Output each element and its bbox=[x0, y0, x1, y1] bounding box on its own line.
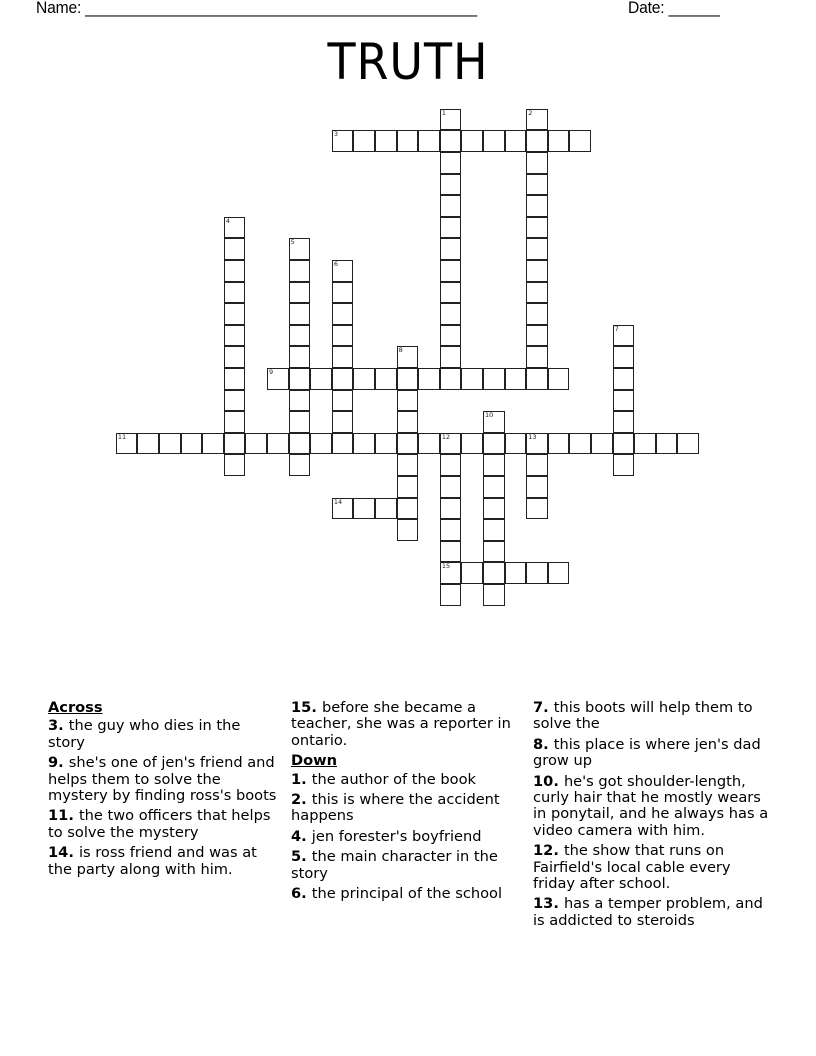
clue-number: 11 bbox=[48, 807, 69, 825]
grid-cell[interactable] bbox=[224, 390, 246, 412]
grid-cell[interactable] bbox=[224, 433, 246, 455]
grid-cell[interactable] bbox=[440, 368, 462, 390]
cell-number: 7 bbox=[614, 324, 619, 333]
clue-down-7: 7. this boots will help them to solve the bbox=[533, 699, 753, 733]
grid-cell[interactable] bbox=[418, 130, 440, 152]
clue-text: the show that runs on Fairfield's local cable every friday after school. bbox=[533, 842, 731, 893]
clue-down-6: 6. the principal of the school bbox=[291, 885, 502, 903]
grid-cell[interactable] bbox=[418, 433, 440, 455]
grid-cell[interactable] bbox=[353, 130, 375, 152]
grid-cell[interactable] bbox=[461, 368, 483, 390]
grid-cell[interactable] bbox=[224, 411, 246, 433]
clues-column-1 bbox=[48, 700, 280, 882]
grid-cell[interactable] bbox=[505, 562, 527, 584]
grid-cell[interactable] bbox=[526, 130, 548, 152]
down-heading: Down bbox=[291, 752, 338, 770]
cell-number: 9 bbox=[269, 368, 274, 377]
clue-across-3: 3. the guy who dies in the story bbox=[48, 717, 241, 751]
clue-down-8: 8. this place is where jen's dad grow up bbox=[533, 735, 761, 770]
puzzle-title: TRUTH bbox=[327, 33, 489, 91]
grid-cell[interactable] bbox=[332, 325, 354, 347]
grid-cell[interactable] bbox=[526, 325, 548, 347]
grid-cell[interactable] bbox=[440, 476, 462, 498]
grid-cell[interactable] bbox=[569, 433, 591, 455]
grid-cell[interactable] bbox=[526, 260, 548, 282]
grid-cell[interactable] bbox=[526, 109, 548, 131]
clue-number: 13 bbox=[533, 895, 554, 913]
grid-cell[interactable] bbox=[483, 454, 505, 476]
grid-cell[interactable] bbox=[224, 303, 246, 325]
grid-cell[interactable] bbox=[397, 433, 419, 455]
clue-across-15: 15. before she became a teacher, she was a reporter in ontario. bbox=[291, 699, 511, 749]
clue-number: 9 bbox=[48, 754, 59, 772]
grid-cell[interactable] bbox=[440, 584, 462, 606]
grid-cell[interactable] bbox=[483, 433, 505, 455]
clue-text: the two officers that helps to solve the mystery bbox=[48, 807, 271, 841]
grid-cell[interactable] bbox=[440, 519, 462, 541]
clue-down-13: 13. has a temper problem, and is addicted to steroids bbox=[533, 895, 763, 929]
grid-cell[interactable] bbox=[440, 346, 462, 368]
grid-cell[interactable] bbox=[440, 282, 462, 304]
grid-cell[interactable] bbox=[461, 433, 483, 455]
grid-cell[interactable] bbox=[289, 238, 311, 260]
grid-cell[interactable] bbox=[332, 411, 354, 433]
grid-cell[interactable] bbox=[353, 368, 375, 390]
clue-text: he's got shoulder-length, curly hair that he mostly wears in ponytail, and he always has a video camera with him. bbox=[533, 772, 769, 839]
grid-cell[interactable] bbox=[440, 562, 462, 584]
clue-number: 4 bbox=[291, 827, 302, 845]
grid-cell[interactable] bbox=[289, 303, 311, 325]
grid-cell[interactable] bbox=[181, 433, 203, 455]
grid-cell[interactable] bbox=[353, 433, 375, 455]
grid-cell[interactable] bbox=[613, 454, 635, 476]
grid-cell[interactable] bbox=[440, 195, 462, 217]
grid-cell[interactable] bbox=[159, 433, 181, 455]
grid-cell[interactable] bbox=[375, 130, 397, 152]
grid-cell[interactable] bbox=[440, 152, 462, 174]
grid-cell[interactable] bbox=[526, 562, 548, 584]
clues-column-2 bbox=[291, 700, 523, 906]
grid-cell[interactable] bbox=[224, 346, 246, 368]
clue-text: this place is where jen's dad grow up bbox=[533, 735, 761, 770]
clue-down-4: 4. jen forester's boyfriend bbox=[291, 827, 482, 845]
cell-number: 8 bbox=[398, 346, 403, 355]
grid-cell[interactable] bbox=[483, 368, 505, 390]
grid-cell[interactable] bbox=[526, 433, 548, 455]
clue-across-9: 9. she's one of jen's friend and helps them to solve the mystery by finding ross's boots bbox=[48, 754, 277, 805]
cell-number: 6 bbox=[333, 260, 338, 269]
grid-cell[interactable] bbox=[332, 368, 354, 390]
grid-cell[interactable] bbox=[526, 476, 548, 498]
name-field[interactable]: Name: ______________________________________________ bbox=[36, 0, 477, 17]
grid-cell[interactable] bbox=[332, 260, 354, 282]
grid-cell[interactable] bbox=[483, 411, 505, 433]
grid-cell[interactable] bbox=[289, 260, 311, 282]
grid-cell[interactable] bbox=[548, 368, 570, 390]
grid-cell[interactable] bbox=[224, 217, 246, 239]
cell-number: 15 bbox=[441, 562, 451, 571]
grid-cell[interactable] bbox=[289, 454, 311, 476]
grid-cell[interactable] bbox=[397, 346, 419, 368]
grid-cell[interactable] bbox=[569, 130, 591, 152]
clue-text: jen forester's boyfriend bbox=[311, 827, 482, 845]
grid-cell[interactable] bbox=[440, 109, 462, 131]
grid-cell[interactable] bbox=[613, 346, 635, 368]
grid-cell[interactable] bbox=[289, 368, 311, 390]
clue-text: has a temper problem, and is addicted to steroids bbox=[533, 895, 763, 929]
grid-cell[interactable] bbox=[440, 303, 462, 325]
grid-cell[interactable] bbox=[289, 433, 311, 455]
grid-cell[interactable] bbox=[332, 303, 354, 325]
grid-cell[interactable] bbox=[461, 562, 483, 584]
grid-cell[interactable] bbox=[289, 346, 311, 368]
grid-cell[interactable] bbox=[375, 498, 397, 520]
clue-text: she's one of jen's friend and helps them to solve the mystery by finding ross's boots bbox=[48, 754, 277, 805]
grid-cell[interactable] bbox=[526, 152, 548, 174]
grid-cell[interactable] bbox=[526, 174, 548, 196]
grid-cell[interactable] bbox=[310, 368, 332, 390]
clue-text: before she became a teacher, she was a reporter in ontario. bbox=[291, 699, 511, 749]
grid-cell[interactable] bbox=[397, 454, 419, 476]
grid-cell[interactable] bbox=[613, 411, 635, 433]
grid-cell[interactable] bbox=[613, 325, 635, 347]
grid-cell[interactable] bbox=[332, 390, 354, 412]
clue-number: 1 bbox=[291, 770, 302, 788]
across-heading: Across bbox=[48, 699, 103, 716]
grid-cell[interactable] bbox=[613, 368, 635, 390]
grid-cell[interactable] bbox=[656, 433, 678, 455]
grid-cell[interactable] bbox=[440, 174, 462, 196]
grid-cell[interactable] bbox=[224, 260, 246, 282]
grid-cell[interactable] bbox=[332, 346, 354, 368]
grid-cell[interactable] bbox=[375, 433, 397, 455]
clue-text: this boots will help them to solve the bbox=[533, 699, 753, 733]
grid-cell[interactable] bbox=[526, 346, 548, 368]
clue-number: 3 bbox=[48, 717, 59, 735]
grid-cell[interactable] bbox=[224, 238, 246, 260]
clue-text: this is where the accident happens bbox=[291, 791, 500, 825]
cell-number: 11 bbox=[117, 432, 127, 441]
clue-across-11: 11. the two officers that helps to solve the mystery bbox=[48, 807, 271, 841]
grid-cell[interactable] bbox=[613, 433, 635, 455]
date-field[interactable]: Date: ______ bbox=[628, 0, 720, 17]
clue-down-5: 5. the main character in the story bbox=[291, 848, 498, 882]
clues-column-3 bbox=[533, 700, 773, 933]
grid-cell[interactable] bbox=[137, 433, 159, 455]
grid-cell[interactable] bbox=[548, 130, 570, 152]
clue-text: the main character in the story bbox=[291, 848, 498, 882]
grid-cell[interactable] bbox=[289, 325, 311, 347]
grid-cell[interactable] bbox=[116, 433, 138, 455]
cell-number: 13 bbox=[528, 432, 537, 441]
grid-cell[interactable] bbox=[224, 454, 246, 476]
grid-cell[interactable] bbox=[397, 390, 419, 412]
grid-cell[interactable] bbox=[440, 260, 462, 282]
grid-cell[interactable] bbox=[418, 368, 440, 390]
grid-cell[interactable] bbox=[548, 562, 570, 584]
grid-cell[interactable] bbox=[245, 433, 267, 455]
grid-cell[interactable] bbox=[353, 498, 375, 520]
grid-cell[interactable] bbox=[397, 498, 419, 520]
grid-cell[interactable] bbox=[505, 130, 527, 152]
grid-cell[interactable] bbox=[289, 411, 311, 433]
grid-cell[interactable] bbox=[397, 519, 419, 541]
grid-cell[interactable] bbox=[526, 454, 548, 476]
grid-cell[interactable] bbox=[397, 411, 419, 433]
grid-cell[interactable] bbox=[483, 562, 505, 584]
grid-cell[interactable] bbox=[526, 303, 548, 325]
cell-number: 4 bbox=[225, 216, 230, 225]
cell-number: 5 bbox=[290, 238, 295, 247]
grid-cell[interactable] bbox=[440, 454, 462, 476]
grid-cell[interactable] bbox=[440, 541, 462, 563]
grid-cell[interactable] bbox=[224, 368, 246, 390]
grid-cell[interactable] bbox=[526, 217, 548, 239]
grid-cell[interactable] bbox=[310, 433, 332, 455]
clue-number: 12 bbox=[533, 842, 554, 860]
grid-cell[interactable] bbox=[224, 325, 246, 347]
clue-down-1: 1. the author of the book bbox=[291, 770, 476, 788]
clue-text: the guy who dies in the story bbox=[48, 717, 241, 751]
grid-cell[interactable] bbox=[483, 130, 505, 152]
grid-cell[interactable] bbox=[440, 498, 462, 520]
grid-cell[interactable] bbox=[332, 433, 354, 455]
grid-cell[interactable] bbox=[526, 368, 548, 390]
cell-number: 10 bbox=[485, 411, 494, 420]
grid-cell[interactable] bbox=[332, 130, 354, 152]
clue-number: 6 bbox=[291, 885, 302, 903]
grid-cell[interactable] bbox=[397, 476, 419, 498]
grid-cell[interactable] bbox=[526, 498, 548, 520]
clue-text: is ross friend and was at the party along with him. bbox=[48, 844, 257, 878]
clue-number: 7 bbox=[533, 699, 544, 716]
clue-number: 14 bbox=[48, 844, 69, 862]
grid-cell[interactable] bbox=[548, 433, 570, 455]
grid-cell[interactable] bbox=[440, 130, 462, 152]
grid-cell[interactable] bbox=[483, 476, 505, 498]
grid-cell[interactable] bbox=[613, 390, 635, 412]
clue-number: 2 bbox=[291, 791, 302, 809]
clue-across-14: 14. is ross friend and was at the party along with him. bbox=[48, 844, 257, 878]
grid-cell[interactable] bbox=[224, 282, 246, 304]
grid-cell[interactable] bbox=[591, 433, 613, 455]
grid-cell[interactable] bbox=[332, 498, 354, 520]
grid-cell[interactable] bbox=[677, 433, 699, 455]
grid-cell[interactable] bbox=[440, 325, 462, 347]
clue-number: 10 bbox=[533, 772, 554, 790]
clue-number: 15 bbox=[291, 699, 312, 716]
clue-number: 8 bbox=[533, 735, 544, 753]
clue-text: the principal of the school bbox=[311, 885, 502, 903]
grid-cell[interactable] bbox=[461, 130, 483, 152]
grid-cell[interactable] bbox=[505, 433, 527, 455]
clue-text: the author of the book bbox=[311, 770, 476, 788]
grid-cell[interactable] bbox=[375, 368, 397, 390]
grid-cell[interactable] bbox=[634, 433, 656, 455]
grid-cell[interactable] bbox=[440, 238, 462, 260]
grid-cell[interactable] bbox=[202, 433, 224, 455]
cell-number: 14 bbox=[333, 497, 343, 506]
cell-number: 1 bbox=[441, 108, 446, 117]
grid-cell[interactable] bbox=[332, 282, 354, 304]
cell-number: 12 bbox=[441, 432, 451, 441]
grid-cell[interactable] bbox=[440, 433, 462, 455]
grid-cell[interactable] bbox=[289, 390, 311, 412]
grid-cell[interactable] bbox=[505, 368, 527, 390]
clue-down-10: 10. he's got shoulder-length, curly hair that he mostly wears in ponytail, and he always has a video camera with him. bbox=[533, 772, 769, 839]
grid-cell[interactable] bbox=[267, 433, 289, 455]
grid-cell[interactable] bbox=[526, 238, 548, 260]
grid-cell[interactable] bbox=[483, 584, 505, 606]
cell-number: 2 bbox=[528, 108, 533, 117]
cell-number: 3 bbox=[333, 130, 338, 139]
grid-cell[interactable] bbox=[267, 368, 289, 390]
grid-cell[interactable] bbox=[289, 282, 311, 304]
clue-number: 5 bbox=[291, 848, 302, 866]
grid-cell[interactable] bbox=[526, 195, 548, 217]
grid-cell[interactable] bbox=[483, 498, 505, 520]
grid-cell[interactable] bbox=[483, 519, 505, 541]
grid-cell[interactable] bbox=[526, 282, 548, 304]
grid-cell[interactable] bbox=[397, 368, 419, 390]
clue-down-2: 2. this is where the accident happens bbox=[291, 791, 500, 825]
clue-down-12: 12. the show that runs on Fairfield's local cable every friday after school. bbox=[533, 842, 731, 893]
grid-cell[interactable] bbox=[483, 541, 505, 563]
grid-cell[interactable] bbox=[440, 217, 462, 239]
grid-cell[interactable] bbox=[397, 130, 419, 152]
